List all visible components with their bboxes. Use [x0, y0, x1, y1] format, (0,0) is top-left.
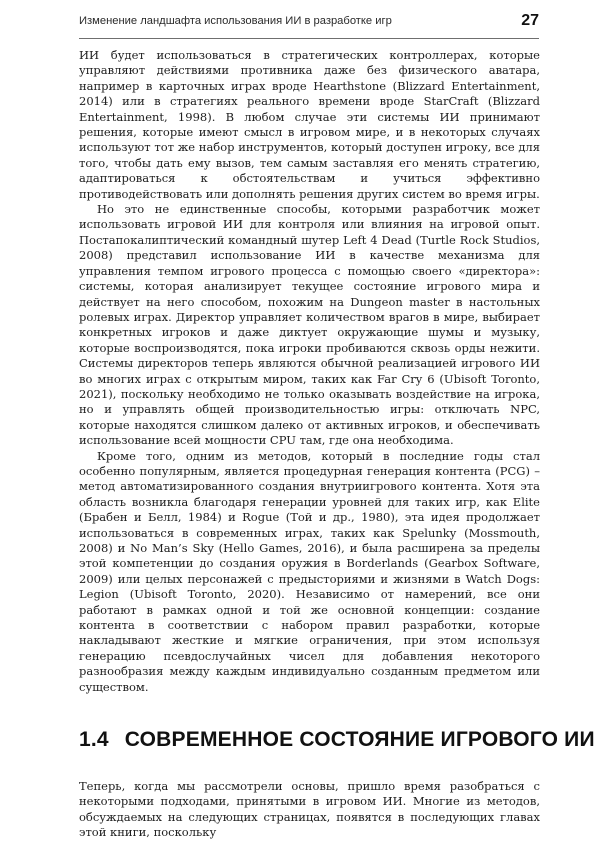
section-heading — [79, 727, 595, 753]
page-number: 27 — [521, 12, 539, 29]
running-title: Изменение ландшафта использования ИИ в разработке игр — [79, 15, 392, 27]
paragraph-continued: ИИ будет использоваться в стратегических контроллерах, которые управляют действиями противника даже без физического аватара, например в карточных играх вроде Hearthstone (Blizzard Entertainment, 2014) или в стратегиях реального времени вроде StarCraft (Blizzard Entertainment, 1998). В любом случае эти системы ИИ принимают решения, которые имеют смысл в игровом мире, и в некоторых случаях используют тот же набор инструментов, который доступен игроку, все для того, чтобы дать ему вызов, тем самым заставляя его менять стратегию, адаптироваться к обстоятельствам и учиться эффективно противодействовать или дополнять решения других систем во время игры. — [79, 48, 540, 201]
paragraph-after-heading: Теперь, когда мы рассмотрели основы, пришло время разобраться с некоторыми подходами, принятыми в игровом ИИ. Многие из методов, обсуждаемых на следующих страницах, появятся в последующих главах этой книги, поскольку — [79, 779, 540, 840]
paragraph-directors: Но это не единственные способы, которыми разработчик может использовать игровой ИИ для контроля или влияния на игровой опыт. Постапокалиптический командный шутер Left 4 Dead (Turtle Rock Studios, 2008) представил использование ИИ в качестве механизма для управления темпом игрового процесса с помощью своего «директора»: системы, которая анализирует текущее состояние игрового мира и действует на него способом, похожим на Dungeon master в настольных ролевых играх. Директор управляет количеством врагов в мире, выбирает конкретных игроков и даже диктует окружающие шумы и музыку, которые воспроизводятся, пока игроки пробиваются сквозь орды нежити. Системы директоров теперь являются обычной реализацией игрового ИИ во многих играх с открытым миром, таких как Far Cry 6 (Ubisoft Toronto, 2021), поскольку необходимо не только оказывать воздействие на игрока, но и управлять общей производительностью игры: отключать NPC, которые находятся слишком далеко от активных игроков, и обеспечивать использование всей мощности CPU там, где она необходима. — [79, 202, 540, 448]
section-title: СОВРЕМЕННОЕ СОСТОЯНИЕ ИГРОВОГО ИИ — [124, 728, 595, 752]
page-body — [79, 48, 595, 841]
running-header — [79, 9, 539, 35]
paragraph-pcg: Кроме того, одним из методов, который в последние годы стал особенно популярным, является процедурная генерация контента (PCG) – метод автоматизированного создания внутриигрового контента. Хотя эта область возникла благодаря генерации уровней для таких игр, как Elite (Брабен и Белл, 1984) и Rogue (Той и др., 1980), эта идея продолжает использоваться в современных играх, таких как Spelunky (Mossmouth, 2008) и No Man’s Sky (Hello Games, 2016), и была расширена за пределы этой компетенции до создания оружия в Borderlands (Gearbox Software, 2009) или целых персонажей с предысториями и жизнями в Watch Dogs: Legion (Ubisoft Toronto, 2020). Независимо от намерений, все они работают в рамках одной и той же основной концепции: создание контента в соответствии с набором правил разработки, которые накладывают жесткие и мягкие ограничения, при этом используя генерацию псевдослучайных чисел для добавления некоторого разнообразия между каждым индивидуально созданным предметом или существом. — [79, 448, 540, 694]
section-number: 1.4 — [79, 728, 109, 752]
header-rule — [79, 38, 539, 39]
